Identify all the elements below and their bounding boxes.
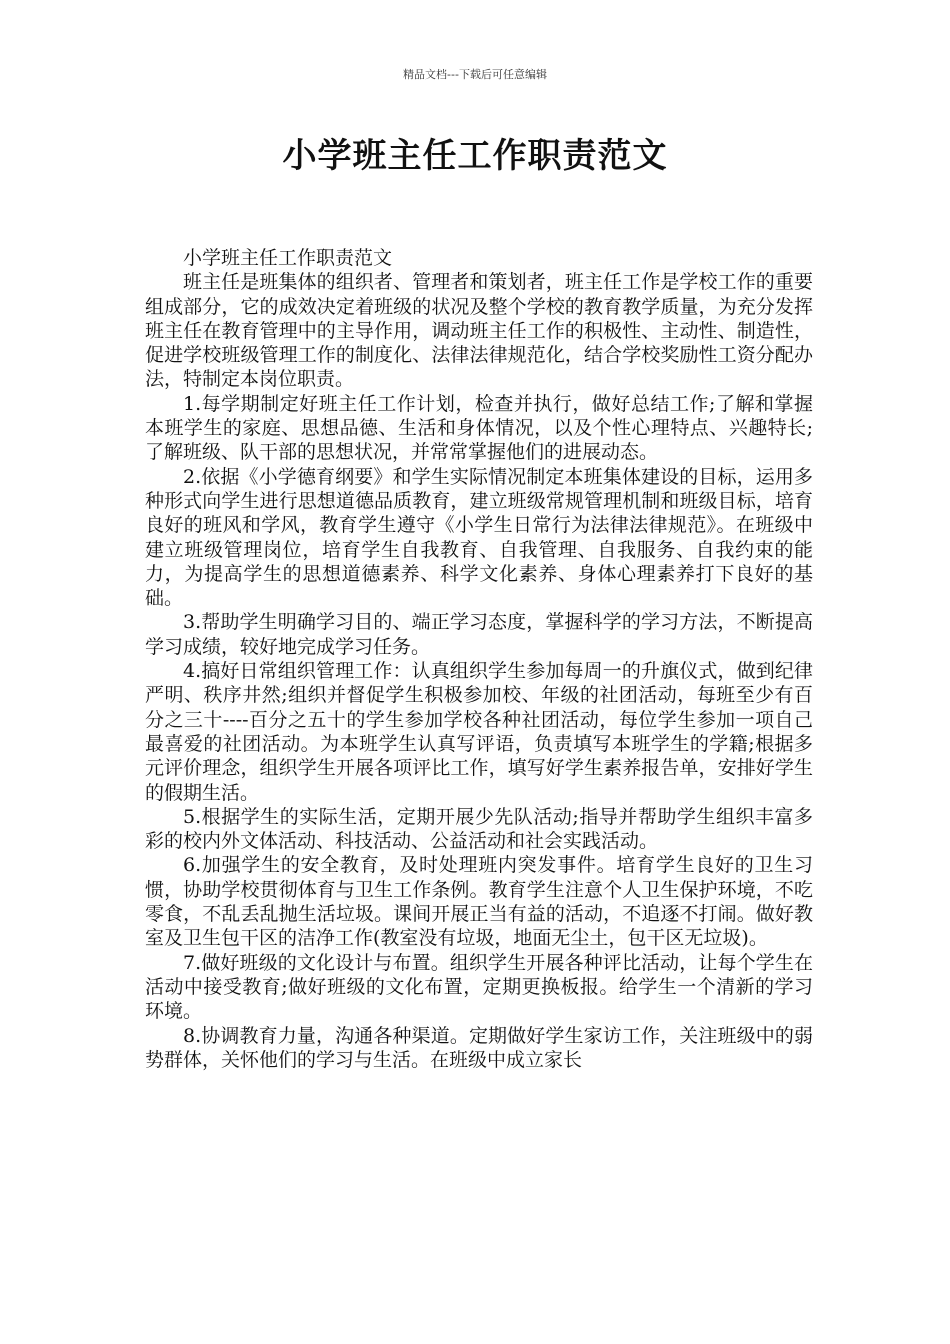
document-body [145, 246, 813, 1072]
paragraph-item-8: 8.协调教育力量，沟通各种渠道。定期做好学生家访工作，关注班级中的弱势群体，关怀他们的学习与生活。在班级中成立家长 [145, 1024, 813, 1071]
paragraph-item-5: 5.根据学生的实际生活，定期开展少先队活动;指导并帮助学生组织丰富多彩的校内外文体活动、科技活动、公益活动和社会实践活动。 [145, 805, 813, 853]
paragraph-item-1: 1.每学期制定好班主任工作计划，检查并执行，做好总结工作;了解和掌握本班学生的家庭、思想品德、生活和身体情况，以及个性心理特点、兴趣特长;了解班级、队干部的思想状况，并常常掌握他们的进展动态。 [145, 392, 813, 464]
document-title: 小学班主任工作职责范文 [282, 136, 668, 176]
paragraph-item-6: 6.加强学生的安全教育，及时处理班内突发事件。培育学生良好的卫生习惯，协助学校贯彻体育与卫生工作条例。教育学生注意个人卫生保护环境，不吃零食，不乱丢乱抛生活垃圾。课间开展正当有益的活动，不追逐不打闹。做好教室及卫生包干区的洁净工作(教室没有垃圾，地面无尘土，包干区无垃圾)。 [145, 854, 813, 950]
header-note: 精品文档---下载后可任意编辑 [403, 68, 547, 81]
paragraph-item-2: 2.依据《小学德育纲要》和学生实际情况制定本班集体建设的目标，运用多种形式向学生进行思想道德品质教育，建立班级常规管理机制和班级目标，培育良好的班风和学风，教育学生遵守《小学生日常行为法律法律规范》。在班级中建立班级管理岗位，培育学生自我教育、自我管理、自我服务、自我约束的能力，为提高学生的思想道德素养、科学文化素养、身体心理素养打下良好的基础。 [145, 465, 813, 610]
paragraph-intro: 班主任是班集体的组织者、管理者和策划者，班主任工作是学校工作的重要组成部分，它的成效决定着班级的状况及整个学校的教育教学质量，为充分发挥班主任在教育管理中的主导作用，调动班主任工作的积极性、主动性、制造性，促进学校班级管理工作的制度化、法律法律规范化，结合学校奖励性工资分配办法，特制定本岗位职责。 [145, 271, 813, 391]
paragraph-item-7: 7.做好班级的文化设计与布置。组织学生开展各种评比活动，让每个学生在活动中接受教育;做好班级的文化布置，定期更换板报。给学生一个清新的学习环境。 [145, 951, 813, 1023]
paragraph-subtitle: 小学班主任工作职责范文 [183, 247, 393, 269]
paragraph-item-3: 3.帮助学生明确学习目的、端正学习态度，掌握科学的学习方法，不断提高学习成绩，较好地完成学习任务。 [145, 611, 813, 658]
paragraph-item-4: 4.搞好日常组织管理工作：认真组织学生参加每周一的升旗仪式，做到纪律严明、秩序井然;组织并督促学生积极参加校、年级的社团活动，每班至少有百分之三十----百分之五十的学生参加学校各种社团活动，每位学生参加一项自己最喜爱的社团活动。为本班学生认真写评语，负责填写本班学生的学籍;根据多元评价理念，组织学生开展各项评比工作，填写好学生素养报告单，安排好学生的假期生活。 [145, 660, 813, 804]
